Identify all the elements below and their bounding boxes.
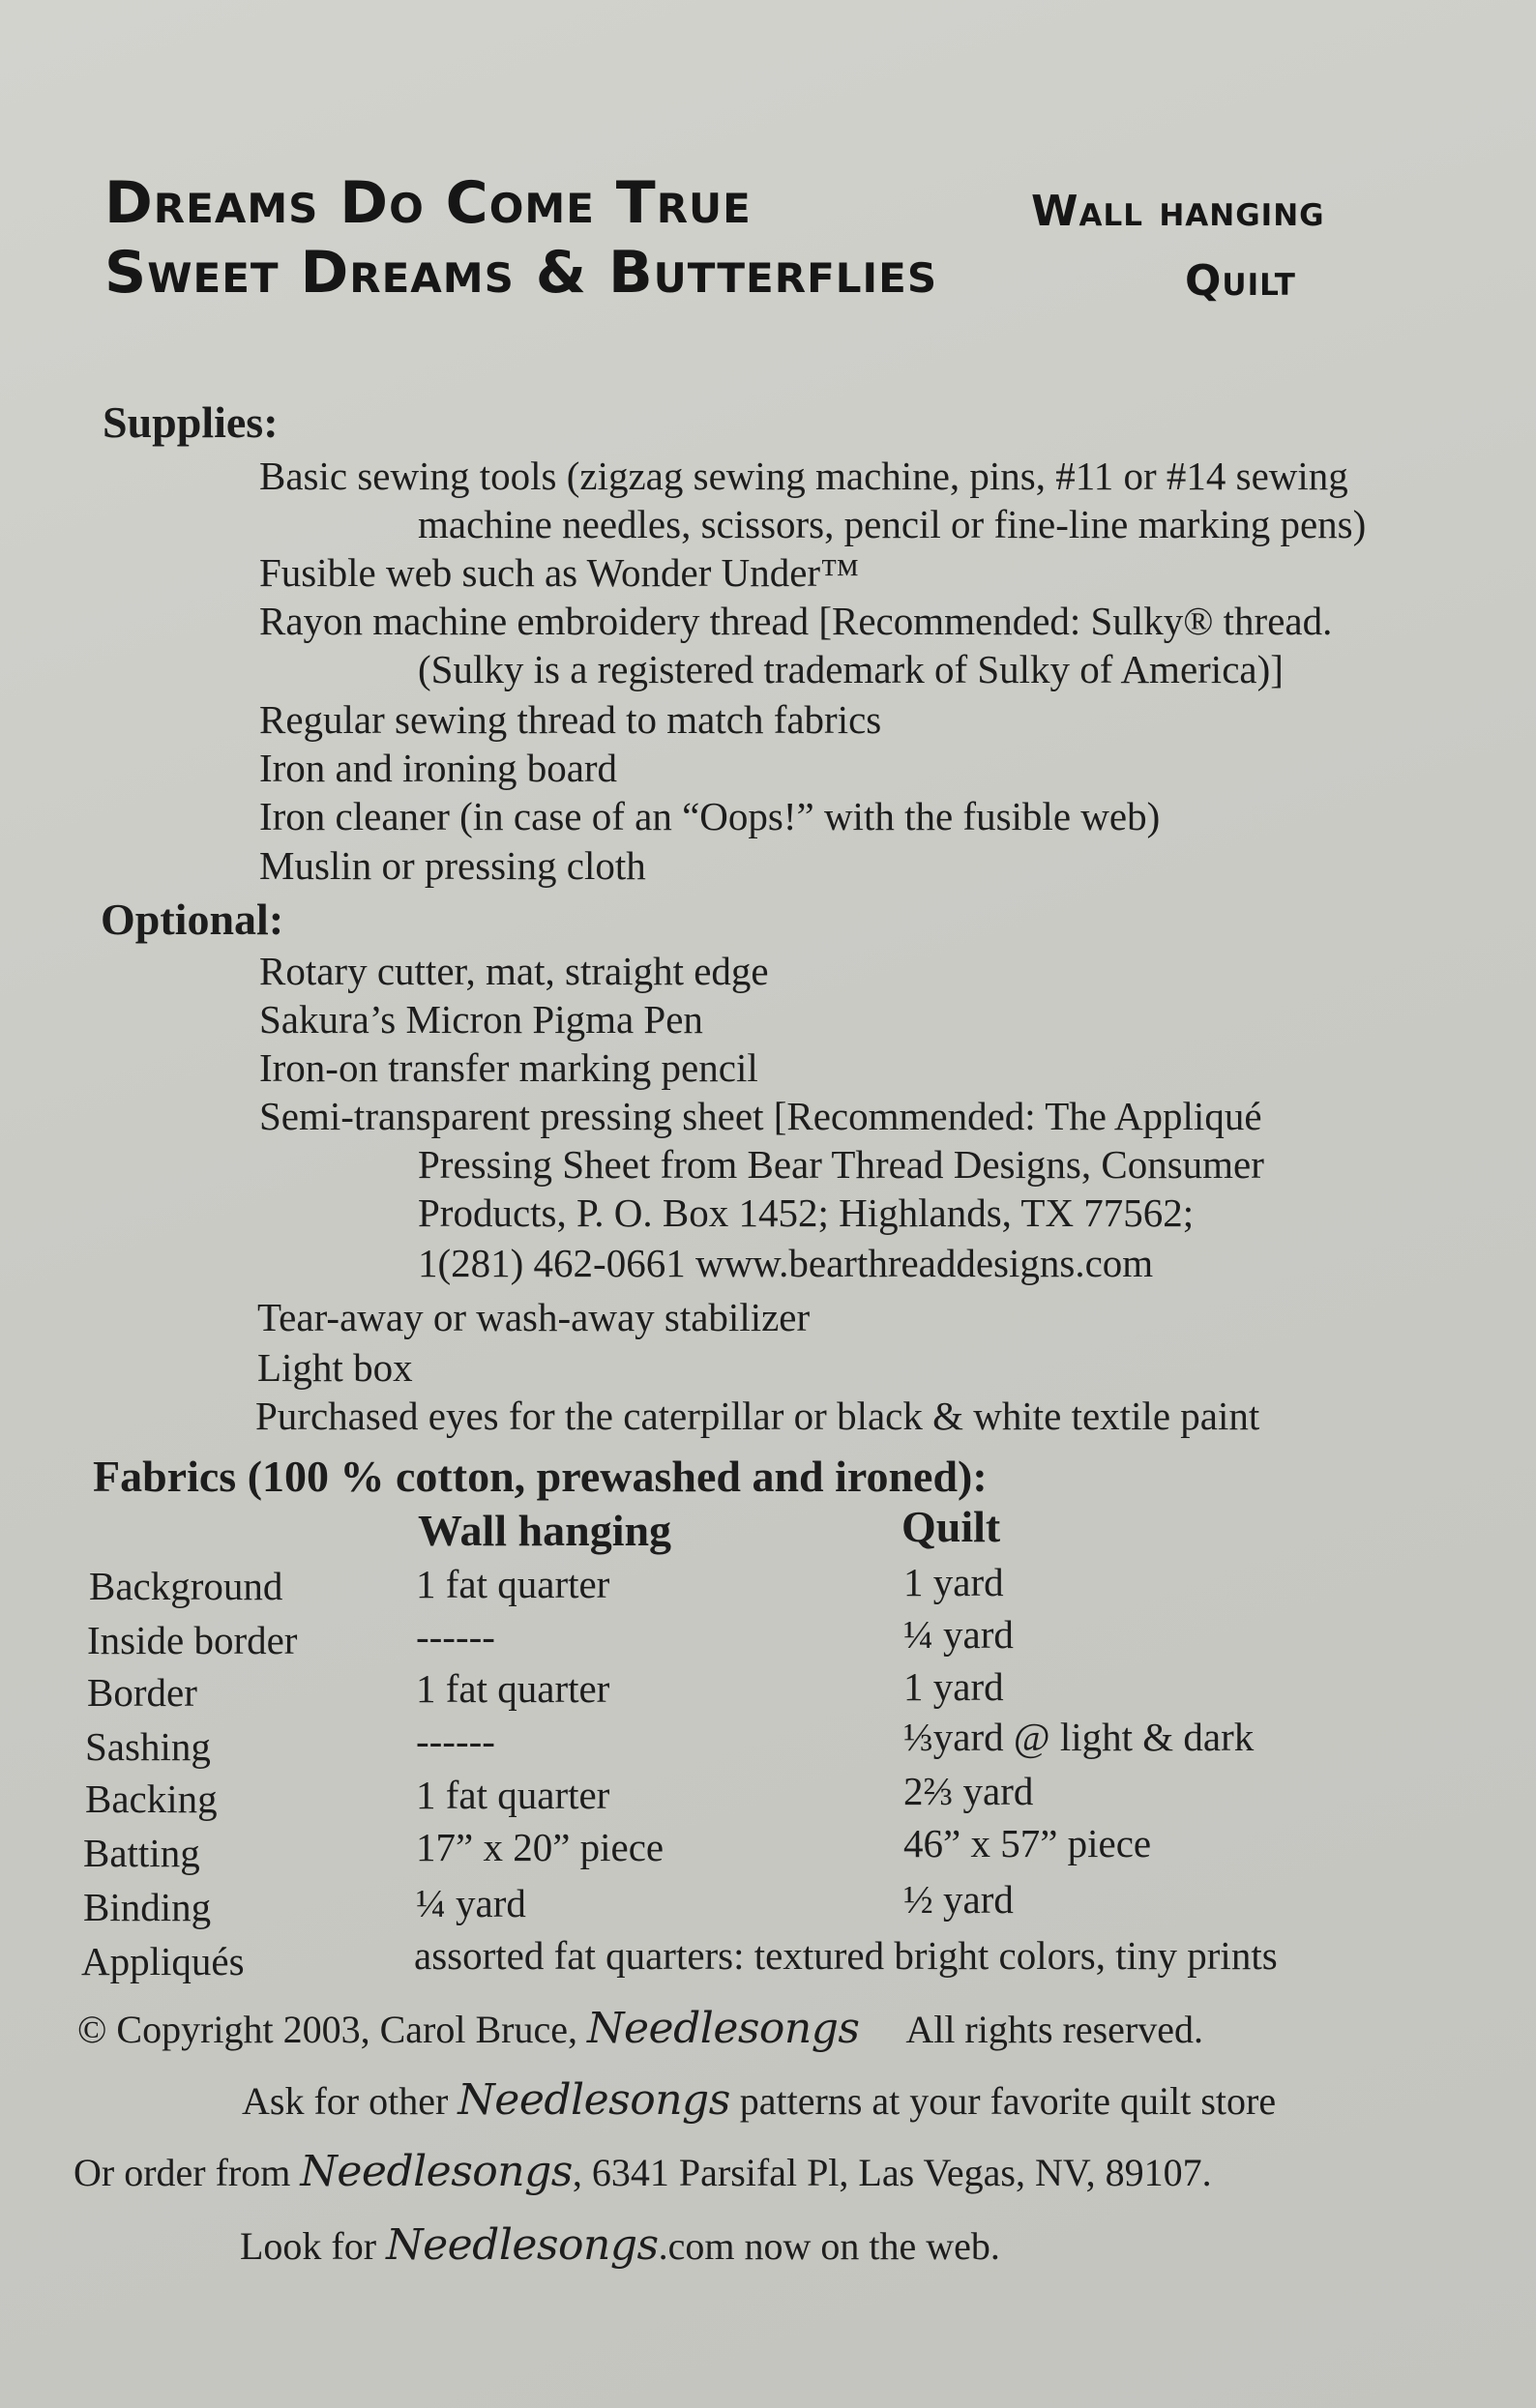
look-text-post: .com now on the web.: [658, 2224, 1000, 2268]
needlesongs-logo: Needlesongs: [386, 2220, 659, 2270]
fabric-wall: 1 fat quarter: [416, 1562, 610, 1606]
fabric-applique-value: assorted fat quarters: textured bright colors, tiny prints: [414, 1933, 1278, 1978]
fabric-wall: 1 fat quarter: [416, 1666, 610, 1711]
optional-line: Semi-transparent pressing sheet [Recommended: The Appliqué: [259, 1094, 1262, 1138]
fabric-quilt: ⅓yard @ light & dark: [903, 1715, 1255, 1759]
fabric-wall: 17” x 20” piece: [416, 1825, 665, 1869]
optional-line: Iron-on transfer marking pencil: [259, 1045, 758, 1090]
optional-line: Tear-away or wash-away stabilizer: [257, 1295, 811, 1339]
optional-heading: Optional:: [101, 895, 284, 944]
fabric-quilt: 46” x 57” piece: [903, 1821, 1152, 1865]
optional-line: Light box: [257, 1345, 413, 1390]
supply-line: Fusible web such as Wonder Under™: [259, 550, 860, 595]
fabric-wall: 1 fat quarter: [416, 1773, 610, 1817]
supply-line: machine needles, scissors, pencil or fine-line marking pens): [418, 502, 1367, 546]
order-address: , 6341 Parsifal Pl, Las Vegas, NV, 89107.: [572, 2151, 1212, 2194]
fabric-wall: ¼ yard: [416, 1881, 526, 1925]
optional-line: Sakura’s Micron Pigma Pen: [259, 997, 703, 1042]
fabrics-heading: Fabrics (100 % cotton, prewashed and ironed):: [93, 1452, 988, 1501]
fabric-quilt: 1 yard: [903, 1560, 1004, 1604]
ask-text-pre: Ask for other: [242, 2079, 449, 2123]
pattern-title-2: Sweet Dreams & Butterflies: [104, 239, 938, 307]
fabric-label: Backing: [85, 1777, 218, 1821]
needlesongs-logo: Needlesongs: [587, 2004, 860, 2053]
order-text-pre: Or order from: [74, 2151, 291, 2194]
supplies-heading: Supplies:: [103, 397, 279, 447]
optional-line: 1(281) 462-0661 www.bearthreaddesigns.com: [418, 1241, 1154, 1285]
optional-line: Pressing Sheet from Bear Thread Designs, Consumer: [418, 1142, 1264, 1187]
fabric-label: Sashing: [85, 1724, 211, 1769]
fabric-label: Binding: [83, 1885, 212, 1929]
ask-line: [242, 2075, 1276, 2125]
pattern-title-1: Dreams Do Come True: [104, 169, 752, 237]
web-line: [240, 2220, 1000, 2270]
fabric-wall: ------: [416, 1718, 495, 1763]
rights-text: All rights reserved.: [905, 2008, 1204, 2051]
fabric-wall: ------: [416, 1614, 495, 1659]
fabric-label: Batting: [83, 1831, 200, 1875]
optional-line: Products, P. O. Box 1452; Highlands, TX 77562;: [418, 1190, 1195, 1235]
pattern-type-1: Wall hanging: [1031, 187, 1325, 236]
column-quilt: Quilt: [901, 1502, 1001, 1551]
optional-line: Rotary cutter, mat, straight edge: [259, 949, 769, 993]
pattern-type-2: Quilt: [1185, 256, 1296, 306]
order-line: [74, 2147, 1212, 2196]
copyright-text: © Copyright 2003, Carol Bruce,: [77, 2008, 577, 2051]
needlesongs-logo: Needlesongs: [458, 2075, 730, 2125]
supply-line: Iron and ironing board: [259, 746, 618, 790]
fabric-label: Inside border: [87, 1618, 298, 1662]
fabric-label: Appliqués: [81, 1939, 245, 1983]
supply-line: Muslin or pressing cloth: [259, 843, 646, 888]
supply-line: (Sulky is a registered trademark of Sulky of America)]: [418, 647, 1284, 691]
fabric-label: Border: [87, 1670, 197, 1715]
supply-line: Iron cleaner (in case of an “Oops!” with the fusible web): [259, 794, 1161, 838]
ask-text-post: patterns at your favorite quilt store: [739, 2079, 1277, 2123]
column-wall-hanging: Wall hanging: [418, 1506, 672, 1555]
copyright-line: [77, 2004, 1203, 2053]
fabric-quilt: 2⅔ yard: [903, 1769, 1034, 1813]
look-text-pre: Look for: [240, 2224, 377, 2268]
fabric-quilt: ½ yard: [903, 1877, 1014, 1922]
needlesongs-logo: Needlesongs: [300, 2147, 573, 2196]
supply-line: Basic sewing tools (zigzag sewing machine, pins, #11 or #14 sewing: [259, 454, 1348, 498]
fabric-quilt: ¼ yard: [903, 1612, 1014, 1657]
supply-line: Rayon machine embroidery thread [Recommended: Sulky® thread.: [259, 599, 1333, 643]
optional-line: Purchased eyes for the caterpillar or black & white textile paint: [255, 1394, 1260, 1438]
fabric-label: Background: [89, 1564, 283, 1608]
supply-line: Regular sewing thread to match fabrics: [259, 697, 882, 742]
fabric-quilt: 1 yard: [903, 1664, 1004, 1709]
